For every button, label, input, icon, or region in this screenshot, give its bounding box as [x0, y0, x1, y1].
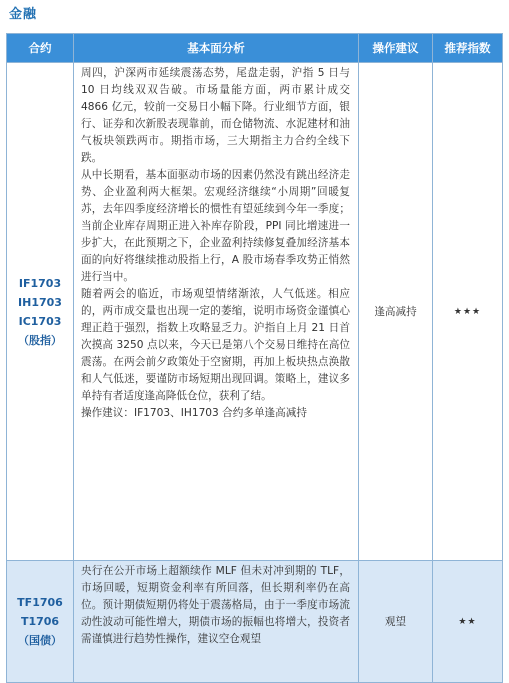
- table-row-stock-index: [7, 63, 503, 561]
- contract-code: IF1703: [18, 276, 62, 290]
- section-title: 金融: [9, 7, 38, 22]
- header-advice: 操作建议: [359, 34, 433, 63]
- analysis-paragraph: 从中长期看，基本面驱动市场的因素仍然没有跳出经济走势、企业盈利两大框架。宏观经济继续“小周期”回暖复苏，去年四季度经济增长的惯性有望延续到今年一季度；当前企业库存周期正进入补库存阶段，PPI 同比增速进一步扩大，在此预期之下，企业盈利持续修复叠加经济基本面的向好将继续推动股指上行，A 股市场春季攻势正悄然进行当中。: [81, 169, 350, 283]
- contract-code: T1706: [20, 615, 60, 628]
- contract-code: TF1706: [17, 596, 63, 609]
- rating-stars: ★★★: [433, 63, 503, 561]
- analysis-paragraph: 央行在公开市场上超额续作 MLF 但未对冲到期的 TLF，市场回暖，短期资金利率有所回落，但长期利率仍在高位。预计期债短期仍将处于震荡格局，由于一季度市场流动性波动可能性增大，期债市场的振幅也将增大，投资者需谨慎进行趋势性操作，建议空仓观望: [81, 565, 350, 645]
- contract-category: （国债）: [18, 634, 62, 647]
- rating-stars: ★★: [433, 561, 503, 683]
- advice-cell: 逢高减持: [359, 63, 433, 561]
- contract-cell: [7, 63, 74, 561]
- contract-category: （股指）: [18, 333, 62, 347]
- advice-cell: 观望: [359, 561, 433, 683]
- analysis-cell: [74, 561, 359, 683]
- contract-code: IC1703: [18, 314, 62, 328]
- table-row-treasury: [7, 561, 503, 683]
- header-rating: 推荐指数: [433, 34, 503, 63]
- header-analysis: 基本面分析: [74, 34, 359, 63]
- contract-code: IH1703: [18, 295, 62, 309]
- analysis-paragraph: 周四，沪深两市延续震荡态势，尾盘走弱，沪指 5 日与 10 日均线双双告破。市场量能方面，两市累计成交 4866 亿元，较前一交易日小幅下降。行业细节方面，银行、证券和次新股表现靠前，而仓储物流、水泥建材和油气板块领跌两市。期指市场，三大期指主力合约全线下跌。: [81, 67, 350, 164]
- analysis-paragraph: 随着两会的临近，市场观望情绪渐浓，人气低迷。相应的，两市成交量也出现一定的萎缩，说明市场资金谨慎心理正趋于强烈，指数上攻略显乏力。沪指自上月 21 日首次摸高 3250 点以来，今天已是第八个交易日维持在高位震荡。在两会前夕政策处于空窗期，再加上板块热点涣散和人气低迷，要谨防市场短期出现回调。策略上，建议多单持有者适度逢高降低仓位，获利了结。: [81, 288, 350, 402]
- contract-cell: [7, 561, 74, 683]
- futures-analysis-table: [6, 33, 503, 683]
- header-contract: 合约: [7, 34, 74, 63]
- analysis-cell: [74, 63, 359, 561]
- analysis-paragraph: 操作建议：IF1703、IH1703 合约多单逢高减持: [81, 407, 307, 419]
- table-header-row: [7, 34, 503, 63]
